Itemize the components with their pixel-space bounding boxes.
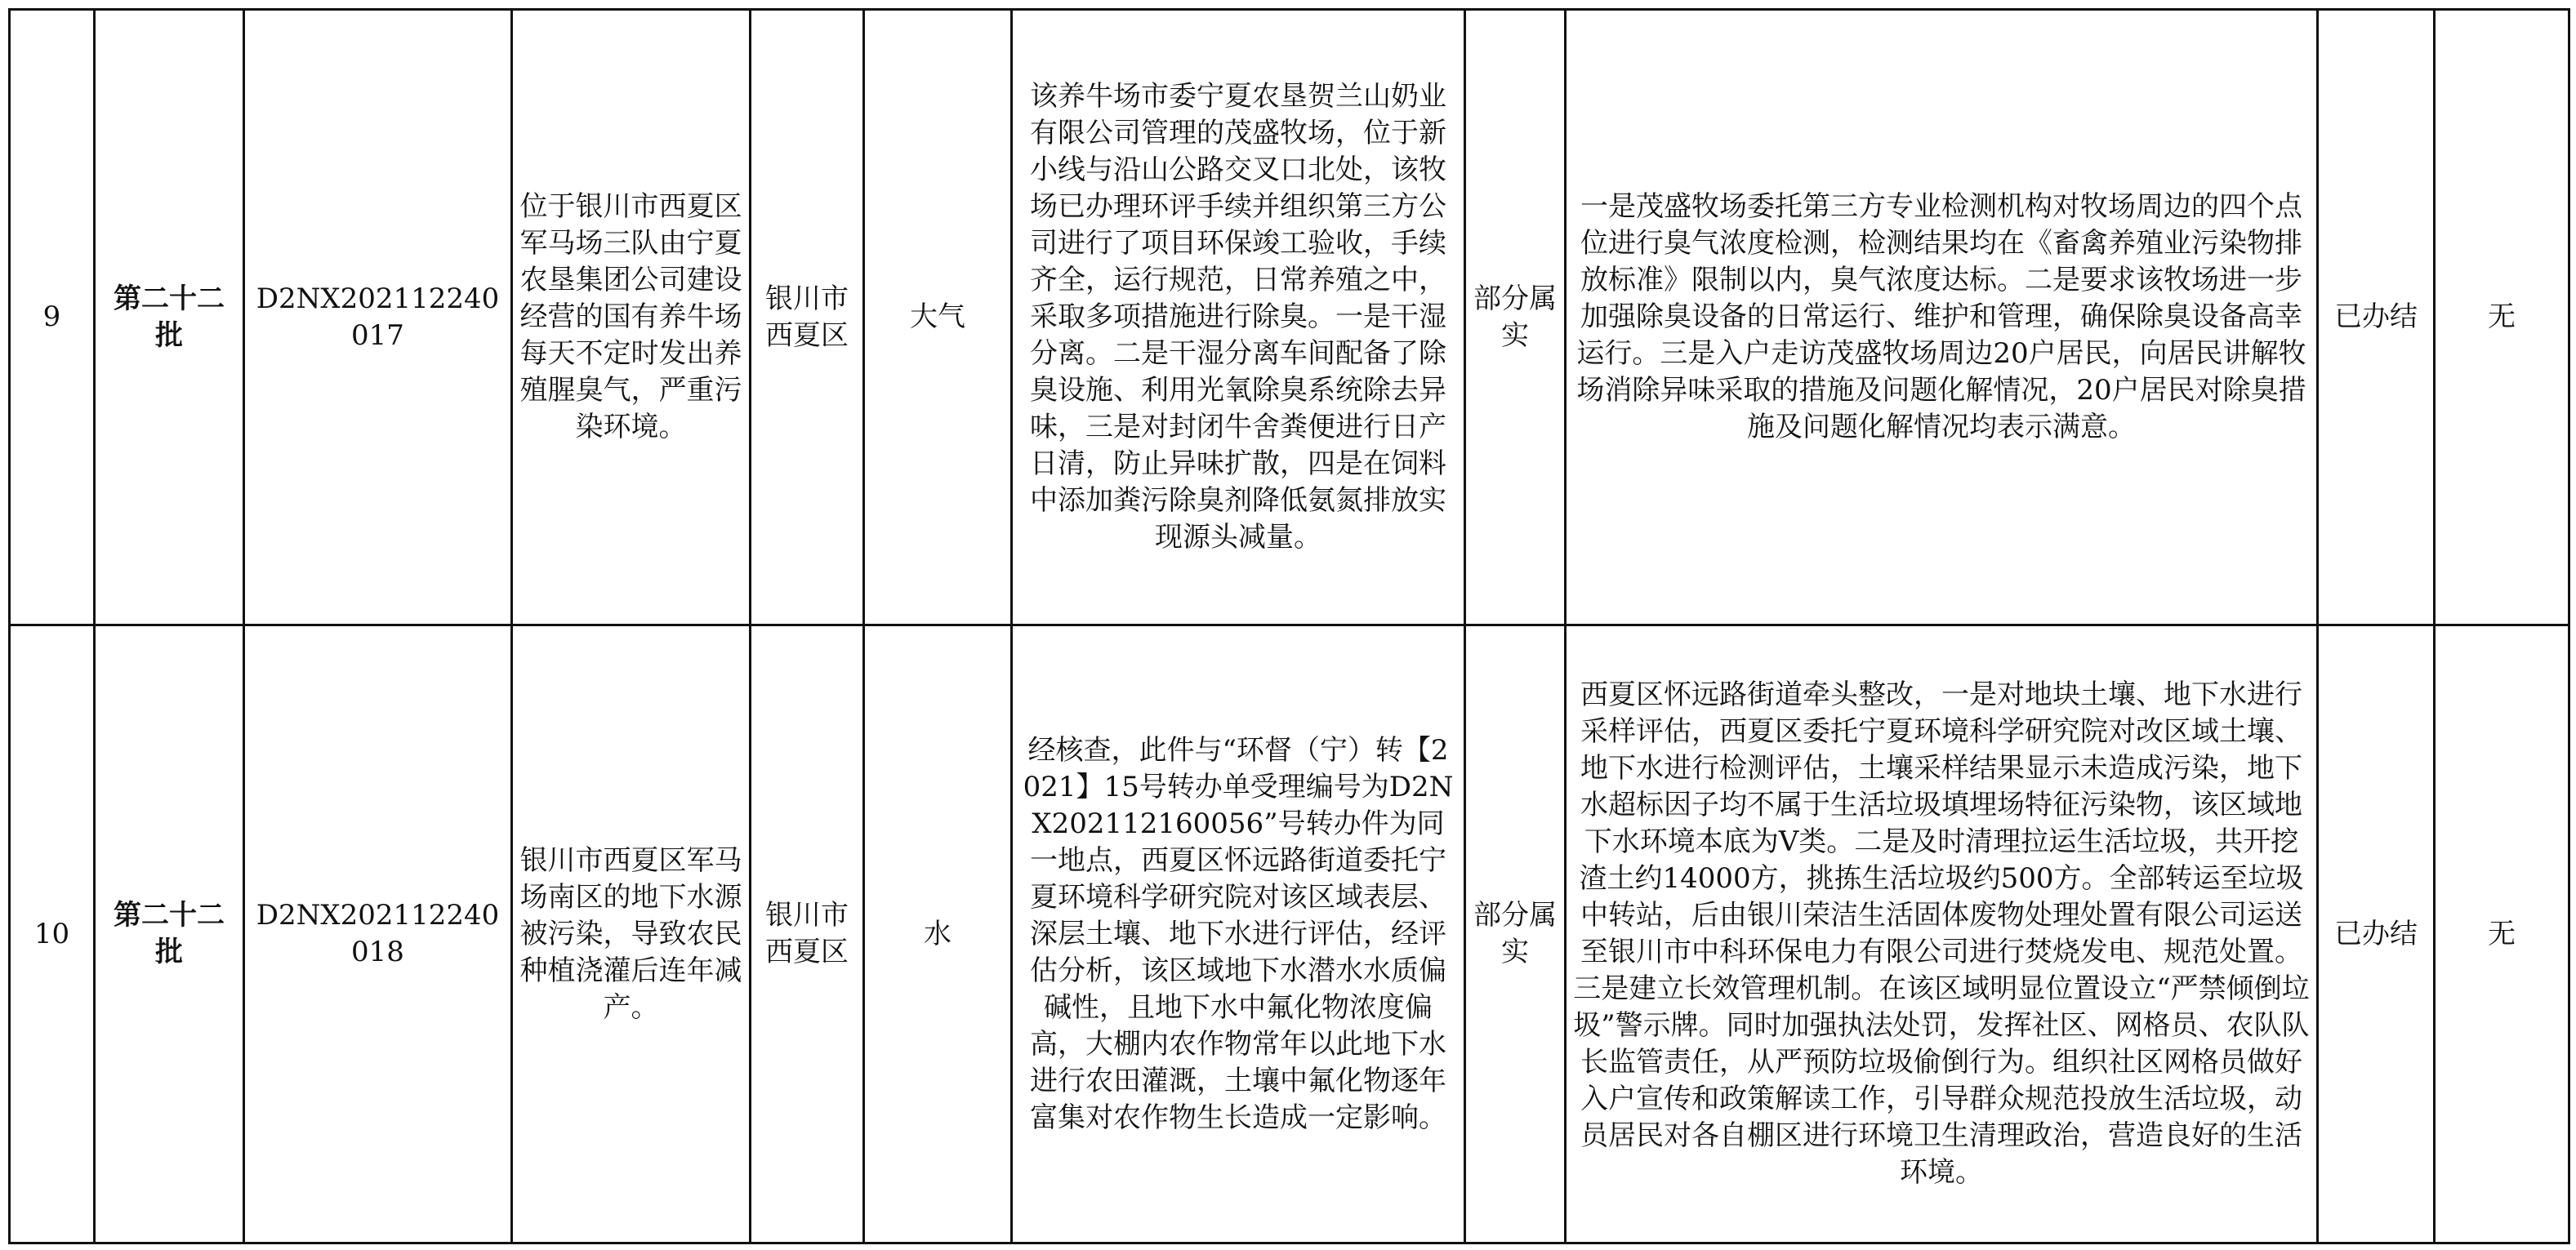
pollution-type: 水 — [864, 625, 1012, 1243]
complaint-content: 位于银川市西夏区军马场三队由宁夏农垦集团公司建设经营的国有养牛场每天不定时发出养殖腥臭气，严重污染环境。 — [512, 10, 751, 625]
batch-cell: 第二十二批 — [95, 10, 244, 625]
investigation-finding: 经核查，此件与“环督（宁）转【2021】15号转办单受理编号为D2NX202112160056”号转办件为同一地点，西夏区怀远路街道委托宁夏环境科学研究院对该区域表层、深层土壤、地下水进行评估，经评估分析，该区域地下水潜水水质偏碱性，且地下水中氟化物浓度偏高，大棚内农作物常年以此地下水进行农田灌溉，土壤中氟化物逐年富集对农作物生长造成一定影响。 — [1012, 625, 1465, 1243]
complaint-table — [8, 8, 2570, 1244]
administrative-area: 银川市西夏区 — [751, 625, 864, 1243]
handling-measures: 西夏区怀远路街道牵头整改，一是对地块土壤、地下水进行采样评估，西夏区委托宁夏环境科学研究院对改区域土壤、地下水进行检测评估，土壤采样结果显示未造成污染，地下水超标因子均不属于生活垃圾填埋场特征污染物，该区域地下水环境本底为Ⅴ类。二是及时清理拉运生活垃圾，共开挖渣土约14000方，挑拣生活垃圾约500方。全部转运至垃圾中转站，后由银川荣洁生活固体废物处理处置有限公司运送至银川市中科环保电力有限公司进行焚烧发电、规范处置。三是建立长效管理机制。在该区域明显位置设立“严禁倾倒垃圾”警示牌。同时加强执法处罚，发挥社区、网格员、农队队长监管责任，从严预防垃圾偷倒行为。组织社区网格员做好入户宣传和政策解读工作，引导群众规范投放生活垃圾，动员居民对各自棚区进行环境卫生清理政治，营造良好的生活环境。 — [1566, 625, 2318, 1243]
accountability: 无 — [2435, 625, 2569, 1243]
row-number: 10 — [10, 625, 95, 1243]
verdict: 部分属实 — [1465, 10, 1566, 625]
verdict: 部分属实 — [1465, 625, 1566, 1243]
case-status: 已办结 — [2318, 10, 2435, 625]
complaint-content: 银川市西夏区军马场南区的地下水源被污染，导致农民种植浇灌后连年减产。 — [512, 625, 751, 1243]
case-code: D2NX202112240018 — [244, 625, 512, 1243]
case-code: D2NX202112240017 — [244, 10, 512, 625]
handling-measures: 一是茂盛牧场委托第三方专业检测机构对牧场周边的四个点位进行臭气浓度检测，检测结果均在《畜禽养殖业污染物排放标准》限制以内，臭气浓度达标。二是要求该牧场进一步加强除臭设备的日常运行、维护和管理，确保除臭设备高幸运行。三是入户走访茂盛牧场周边20户居民，向居民讲解牧场消除异味采取的措施及问题化解情况，20户居民对除臭措施及问题化解情况均表示满意。 — [1566, 10, 2318, 625]
case-status: 已办结 — [2318, 625, 2435, 1243]
batch-cell: 第二十二批 — [95, 625, 244, 1243]
accountability: 无 — [2435, 10, 2569, 625]
table-row — [10, 10, 2569, 625]
investigation-finding: 该养牛场市委宁夏农垦贺兰山奶业有限公司管理的茂盛牧场，位于新小线与沿山公路交叉口北处，该牧场已办理环评手续并组织第三方公司进行了项目环保竣工验收，手续齐全，运行规范，日常养殖之中，采取多项措施进行除臭。一是干湿分离。二是干湿分离车间配备了除臭设施、利用光氧除臭系统除去异味，三是对封闭牛舍粪便进行日产日清，防止异味扩散，四是在饲料中添加粪污除臭剂降低氨氮排放实现源头减量。 — [1012, 10, 1465, 625]
pollution-type: 大气 — [864, 10, 1012, 625]
administrative-area: 银川市西夏区 — [751, 10, 864, 625]
row-number: 9 — [10, 10, 95, 625]
complaint-table-page — [8, 8, 2568, 1242]
table-row — [10, 625, 2569, 1243]
